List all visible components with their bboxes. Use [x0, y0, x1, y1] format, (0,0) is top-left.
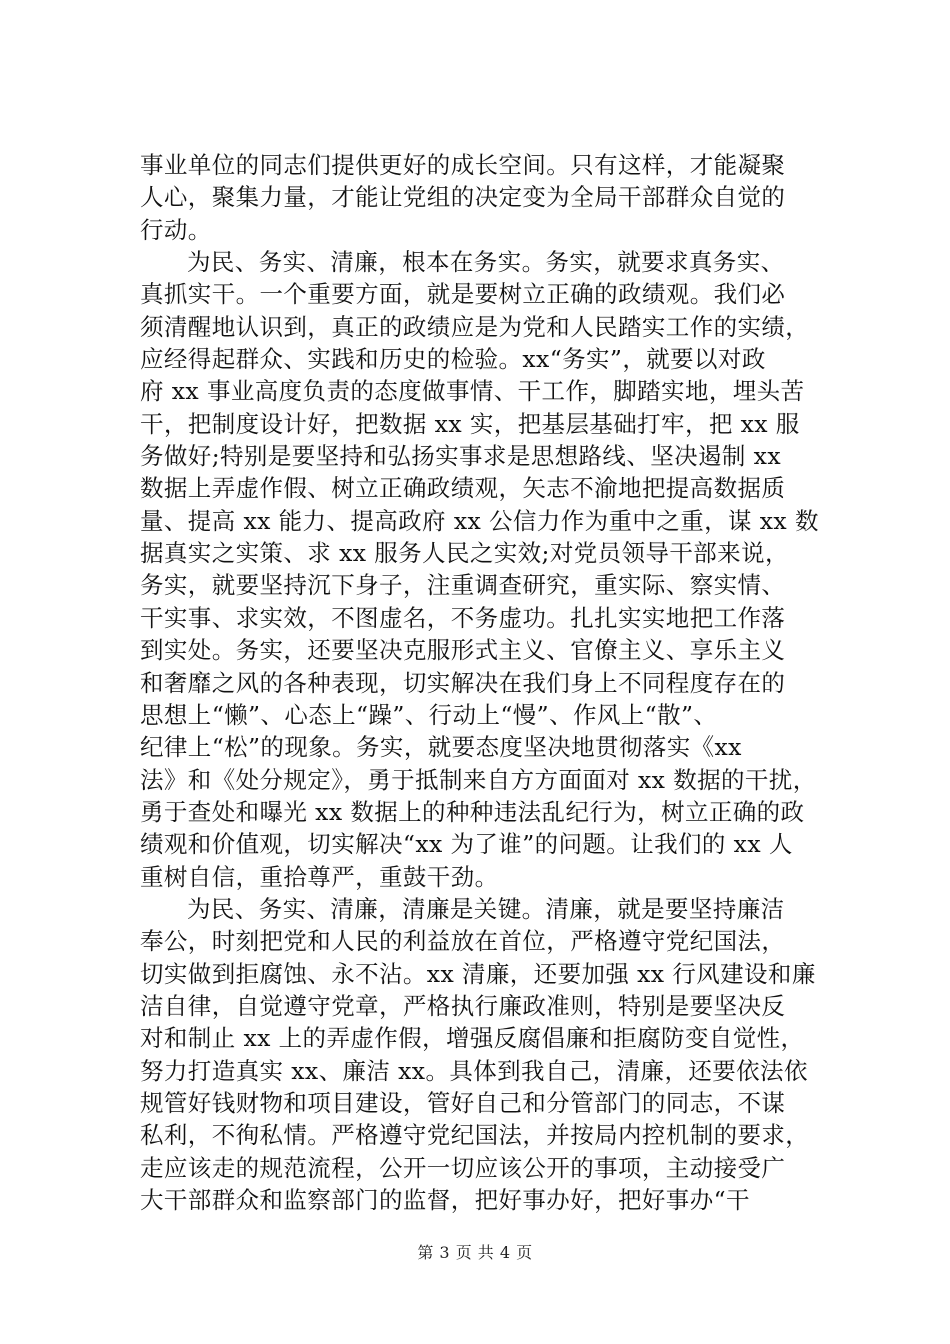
text-line: 数据上弄虚作假、树立正确政绩观，矢志不渝地把提高数据质 [140, 474, 786, 503]
text-line: 干，把制度设计好，把数据 xx 实，把基层基础打牢，把 xx 服 [140, 409, 800, 438]
text-line: 思想上“懒”、心态上“躁”、行动上“慢”、作风上“散”、 [140, 700, 718, 729]
text-line: 量、提高 xx 能力、提高政府 xx 公信力作为重中之重，谋 xx 数 [140, 506, 819, 535]
text-line: 绩观和价值观，切实解决“xx 为了谁”的问题。让我们的 xx 人 [140, 830, 793, 859]
paragraph-start-line: 为民、务实、清廉，根本在务实。务实，就要求真务实、 [187, 248, 785, 277]
text-line: 府 xx 事业高度负责的态度做事情、干工作，脚踏实地，埋头苦 [140, 377, 805, 406]
text-line: 重树自信，重拾尊严，重鼓干劲。 [140, 862, 499, 891]
text-line: 事业单位的同志们提供更好的成长空间。只有这样，才能凝聚 [140, 151, 786, 179]
paragraph-start-line: 为民、务实、清廉，清廉是关键。清廉，就是要坚持廉洁 [187, 894, 785, 923]
text-line: 规管好钱财物和项目建设，管好自己和分管部门的同志，不谋 [140, 1088, 786, 1117]
text-line: 法》和《处分规定》，勇于抵制来自方方面面对 xx 数据的干扰， [140, 765, 817, 794]
text-line: 干实事、求实效，不图虚名，不务虚功。扎扎实实地把工作落 [140, 603, 786, 632]
text-line: 纪律上“松”的现象。务实，就要态度坚决地贯彻落实《xx [140, 733, 742, 762]
text-line: 到实处。务实，还要坚决克服形式主义、官僚主义、享乐主义 [140, 636, 786, 665]
text-line: 真抓实干。一个重要方面，就是要树立正确的政绩观。我们必 [140, 280, 786, 309]
text-line: 努力打造真实 xx、廉洁 xx。具体到我自己，清廉，还要依法依 [140, 1056, 808, 1085]
text-line: 洁自律，自觉遵守党章，严格执行廉政准则，特别是要坚决反 [140, 991, 786, 1020]
text-line: 对和制止 xx 上的弄虚作假，增强反腐倡廉和拒腐防变自觉性， [140, 1024, 805, 1053]
text-line: 大干部群众和监察部门的监督，把好事办好，把好事办“干 [140, 1186, 750, 1214]
text-line: 切实做到拒腐蚀、永不沾。xx 清廉，还要加强 xx 行风建设和廉 [140, 959, 816, 988]
document-body [140, 149, 828, 1216]
page-number-footer: 第 3 页 共 4 页 [417, 1243, 533, 1262]
text-line: 奉公，时刻把党和人民的利益放在首位，严格遵守党纪国法， [140, 927, 786, 956]
text-line: 走应该走的规范流程，公开一切应该公开的事项，主动接受广 [140, 1153, 786, 1182]
text-line: 应经得起群众、实践和历史的检验。xx“务实”，就要以对政 [140, 345, 766, 374]
text-line: 据真实之实策、求 xx 服务人民之实效;对党员领导干部来说， [140, 539, 789, 568]
text-line: 行动。 [140, 215, 212, 244]
text-line: 私利，不徇私情。严格遵守党纪国法，并按局内控机制的要求， [140, 1121, 810, 1150]
text-line: 务实，就要坚持沉下身子，注重调查研究，重实际、察实情、 [140, 571, 786, 600]
text-line: 勇于查处和曝光 xx 数据上的种种违法乱纪行为，树立正确的政 [140, 797, 805, 826]
text-line: 务做好;特别是要坚持和弘扬实事求是思想路线、坚决遏制 xx [140, 442, 781, 471]
text-line: 人心，聚集力量，才能让党组的决定变为全局干部群众自觉的 [140, 183, 786, 212]
text-line: 和奢靡之风的各种表现，切实解决在我们身上不同程度存在的 [140, 668, 786, 697]
text-line: 须清醒地认识到，真正的政绩应是为党和人民踏实工作的实绩， [140, 312, 810, 341]
